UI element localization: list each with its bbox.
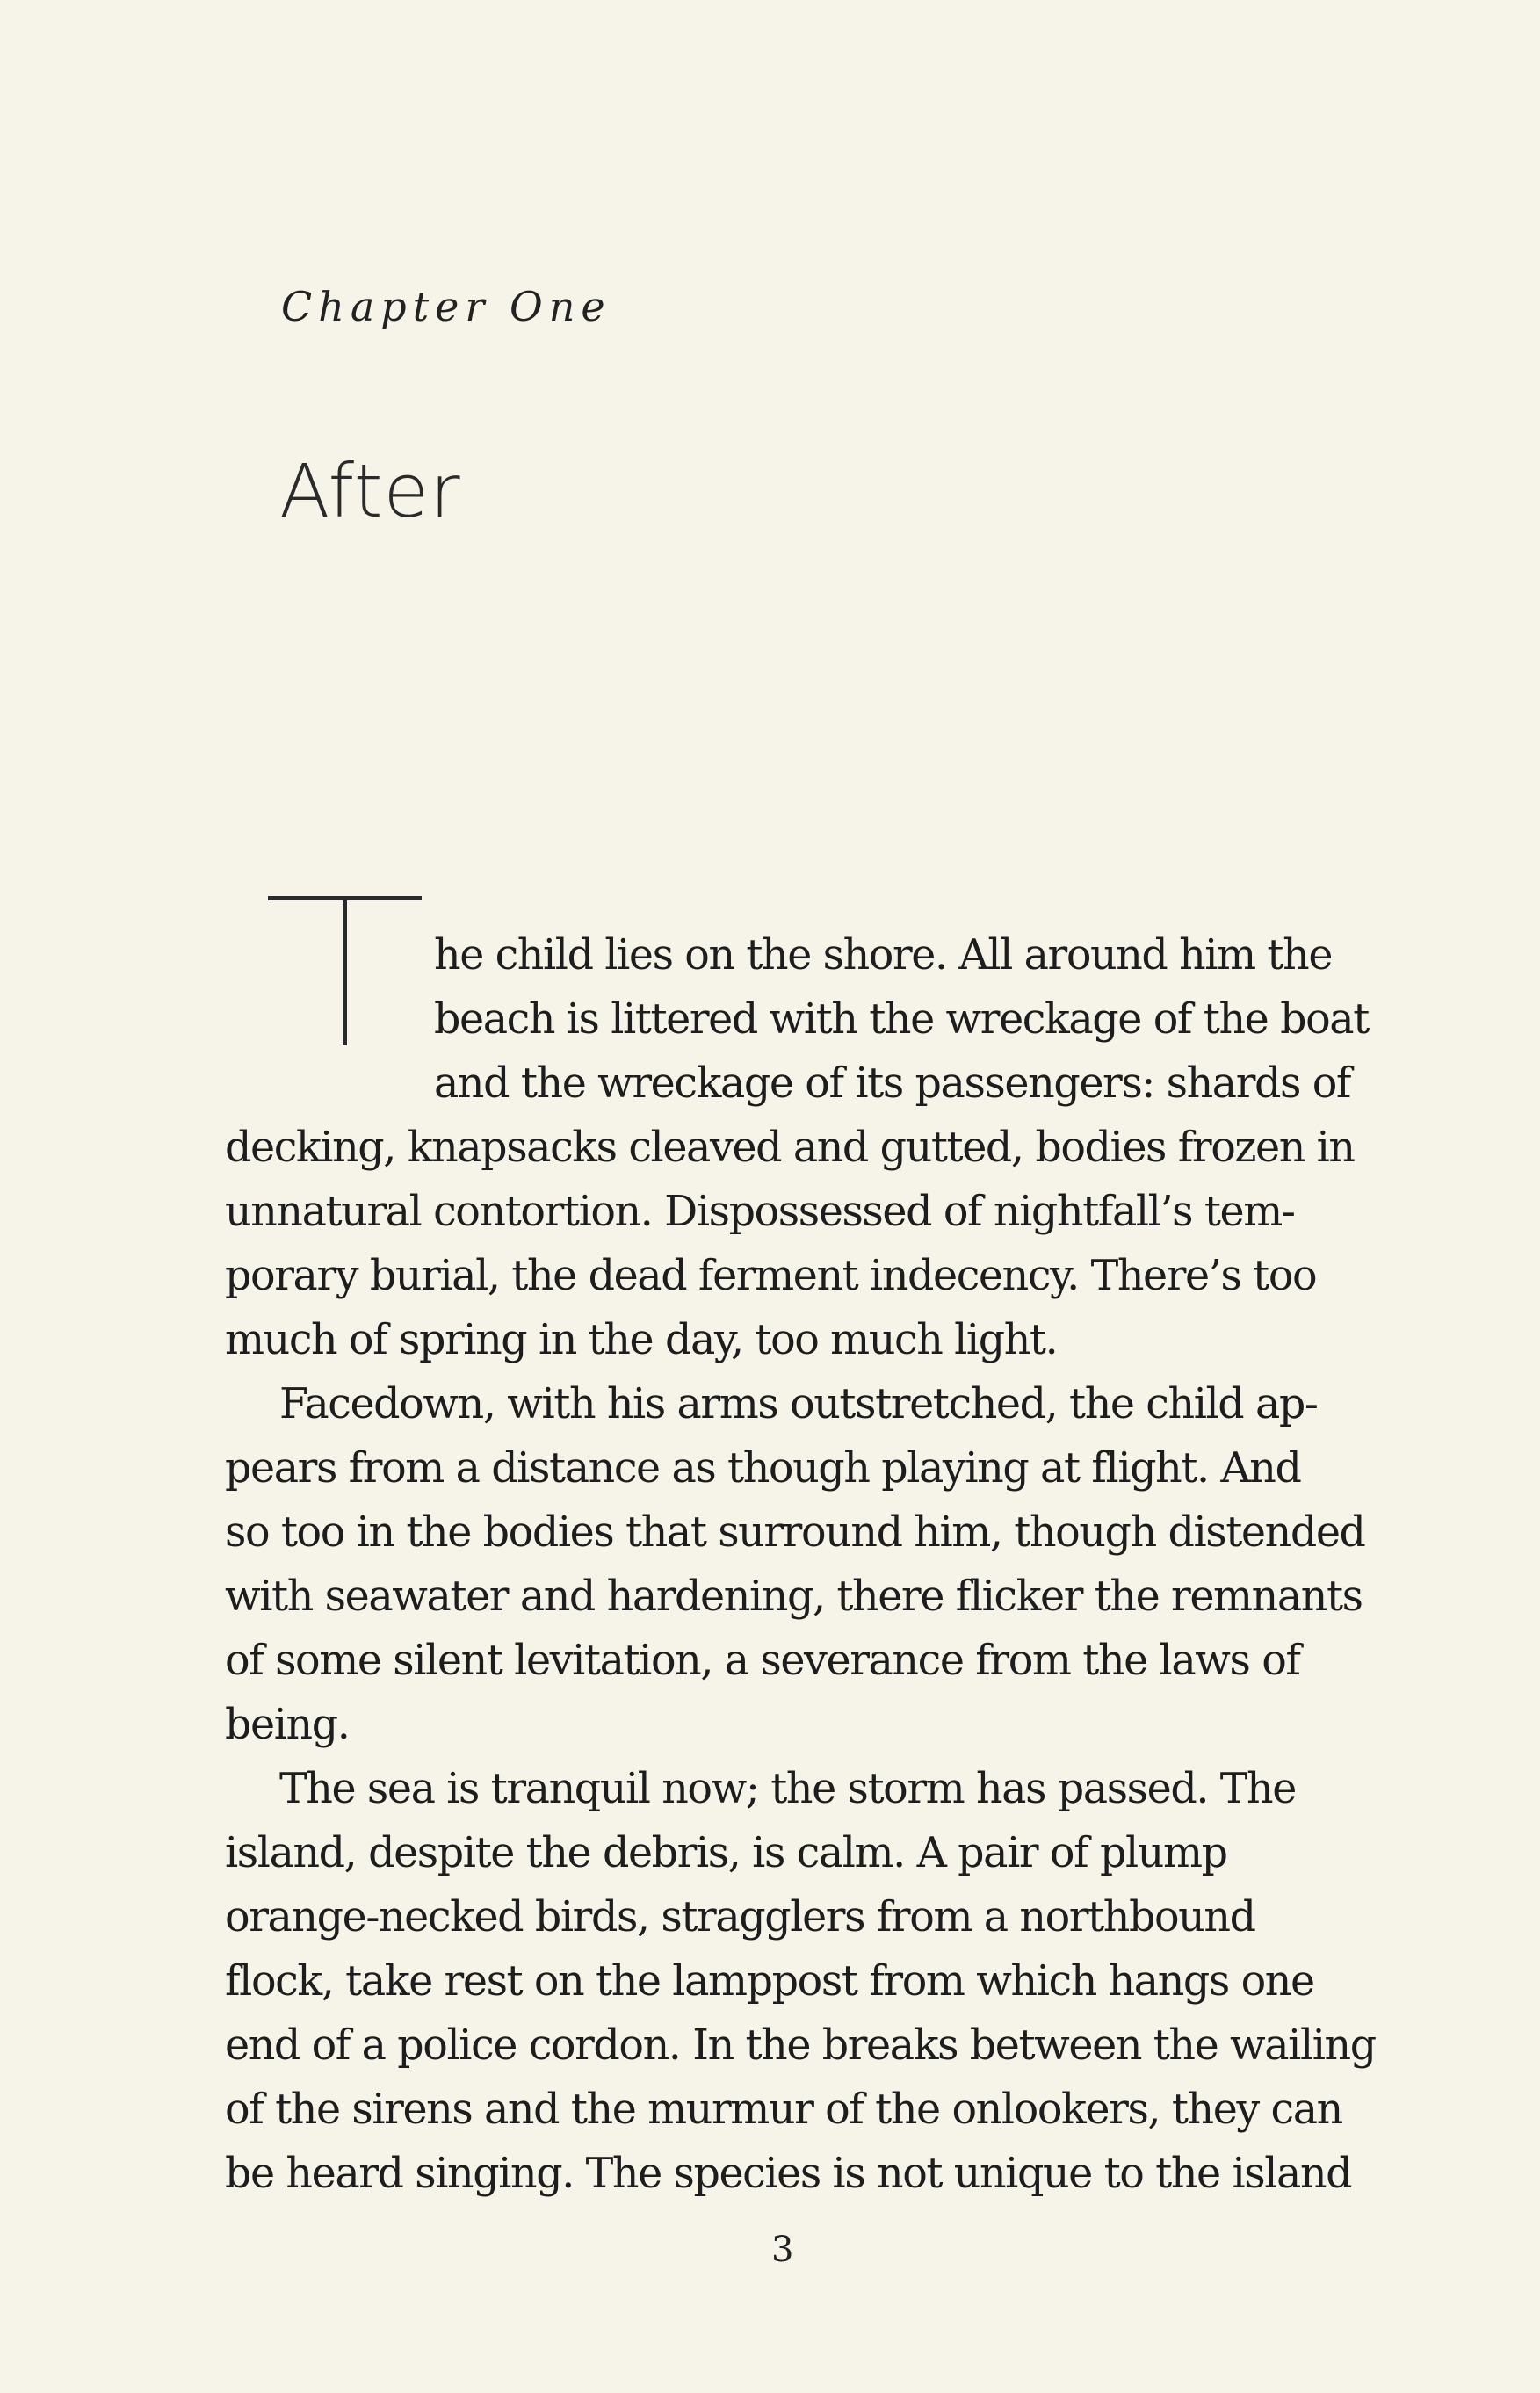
- text-line: much of spring in the day, too much light.: [225, 1316, 1058, 1364]
- chapter-title: After: [279, 448, 461, 534]
- text-line: beach is littered with the wreckage of the boat: [434, 995, 1369, 1044]
- text-line: The sea is tranquil now; the storm has passed. The: [279, 1765, 1296, 1813]
- text-line: and the wreckage of its passengers: shards of: [434, 1059, 1351, 1108]
- page-number: 3: [771, 2230, 794, 2270]
- text-line: with seawater and hardening, there flicker the remnants: [225, 1572, 1363, 1621]
- text-line: so too in the bodies that surround him, though distended: [225, 1508, 1365, 1557]
- chapter-label: Chapter One: [281, 283, 611, 330]
- text-line: unnatural contortion. Dispossessed of nightfall’s tem-: [225, 1188, 1295, 1236]
- text-line: of the sirens and the murmur of the onlookers, they can: [225, 2086, 1342, 2134]
- text-line: end of a police cordon. In the breaks between the wailing: [225, 2021, 1376, 2070]
- text-line: pears from a distance as though playing at flight. And: [225, 1444, 1301, 1493]
- drop-cap: [268, 896, 422, 1045]
- text-line: of some silent levitation, a severance from the laws of: [225, 1637, 1300, 1685]
- text-line: he child lies on the shore. All around him the: [434, 931, 1333, 980]
- text-line: porary burial, the dead ferment indecency. There’s too: [225, 1252, 1317, 1300]
- text-line: being.: [225, 1701, 350, 1749]
- text-line: be heard singing. The species is not unique to the island: [225, 2150, 1352, 2198]
- text-line: island, despite the debris, is calm. A pair of plump: [225, 1829, 1227, 1877]
- text-line: orange-necked birds, stragglers from a northbound: [225, 1893, 1255, 1941]
- text-line: decking, knapsacks cleaved and gutted, bodies frozen in: [225, 1124, 1355, 1172]
- text-line: flock, take rest on the lamppost from which hangs one: [225, 1957, 1314, 2006]
- text-line: Facedown, with his arms outstretched, the child ap-: [279, 1380, 1318, 1428]
